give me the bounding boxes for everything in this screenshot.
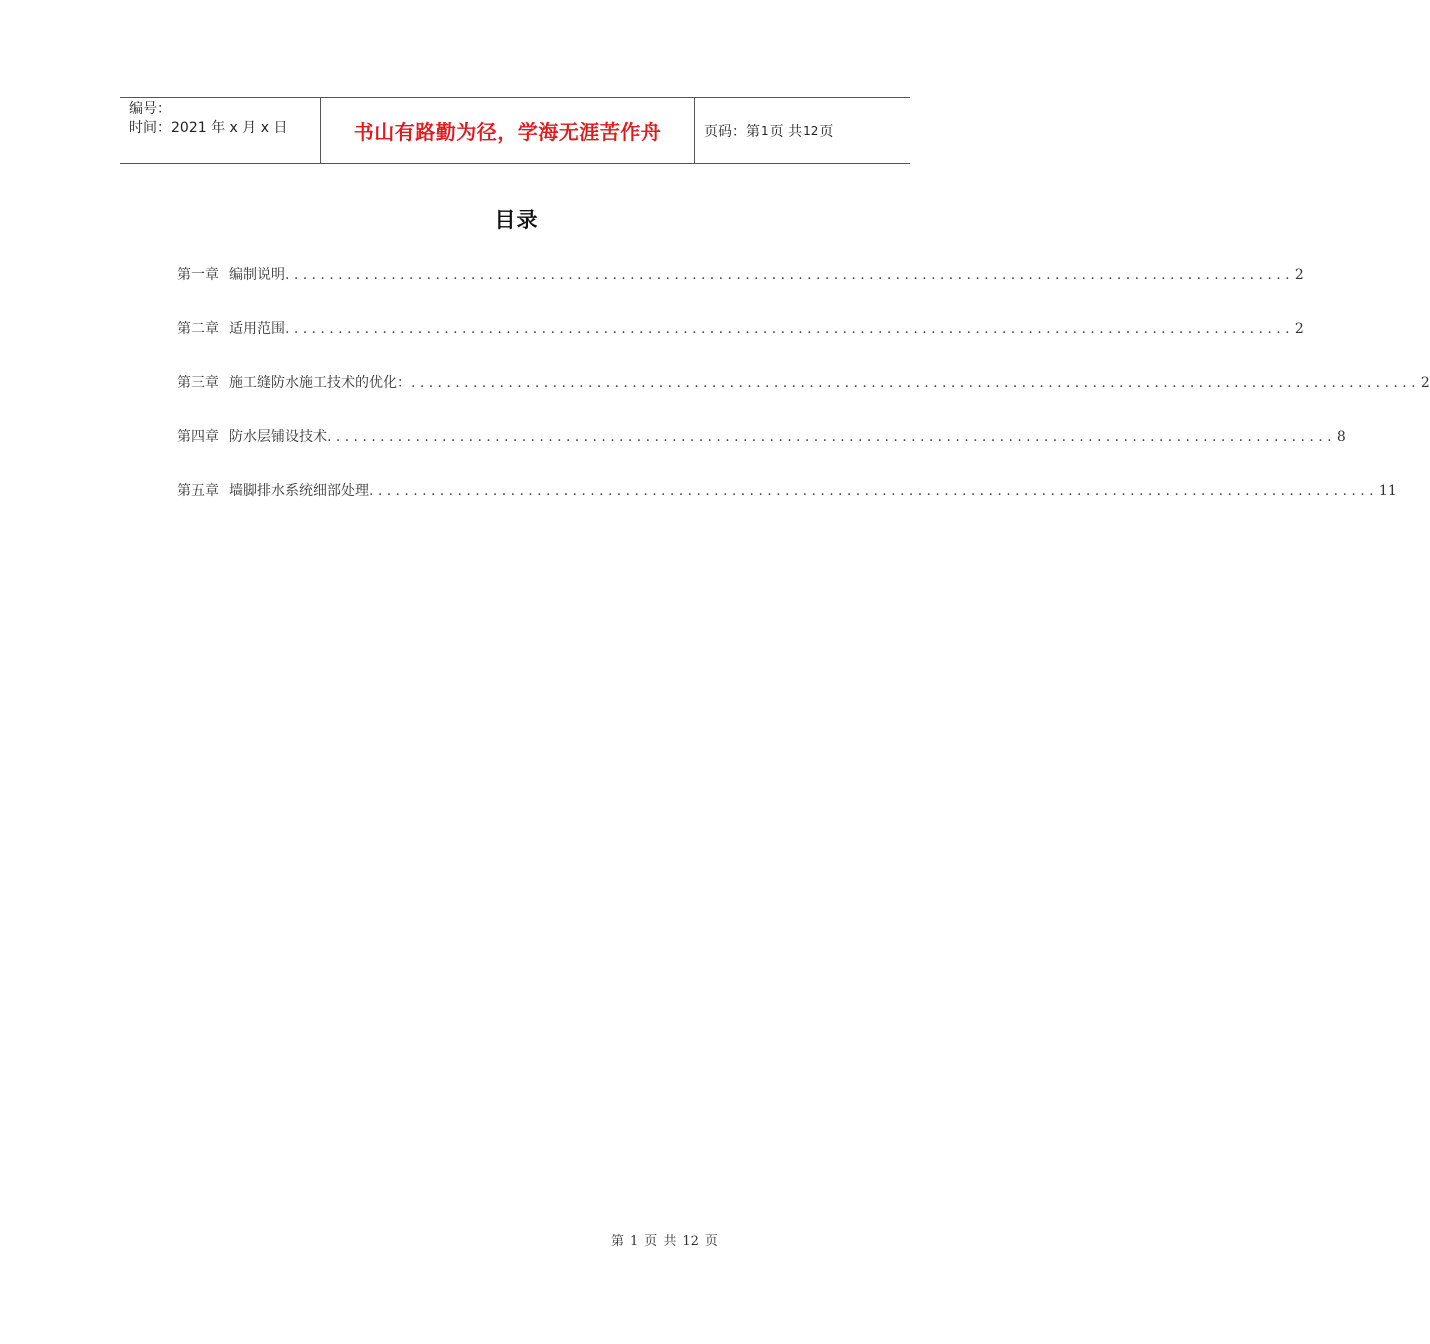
toc-page-number: 2 (1420, 375, 1430, 391)
time-label: 时间：2021 年 x 月 x 日 (129, 120, 288, 136)
table-of-contents (177, 264, 1430, 534)
toc-chapter: 第二章 (177, 321, 219, 337)
toc-leader-dots: .................................................................................................................. (327, 429, 1336, 445)
toc-page-number: 8 (1336, 429, 1346, 445)
footer-page-number: 1 (630, 1234, 639, 1249)
header-meta (120, 98, 321, 163)
toc-entry[interactable] (177, 480, 1397, 534)
toc-entry[interactable] (177, 426, 1346, 480)
toc-entry-name: 防水层铺设技术 (229, 429, 327, 445)
toc-title: 目录 (494, 208, 539, 232)
footer-word-gong: 共 (663, 1234, 677, 1249)
header-motto: 书山有路勤为径，学海无涯苦作舟 (321, 98, 695, 163)
toc-leader-dots: .................................................................................................................. (411, 375, 1420, 391)
footer-word-ye-end: 页 (704, 1234, 718, 1249)
page-number: 1 (761, 123, 769, 138)
toc-page-number: 2 (1294, 267, 1304, 283)
page-header (120, 97, 910, 164)
page-prefix: 页码：第 (704, 123, 760, 140)
toc-entry-name: 适用范围 (229, 321, 285, 337)
toc-page-number: 11 (1378, 483, 1397, 499)
footer-page-total: 12 (682, 1234, 699, 1249)
toc-chapter: 第四章 (177, 429, 219, 445)
toc-entry[interactable] (177, 318, 1304, 372)
toc-chapter: 第三章 (177, 375, 219, 391)
code-label: 编号： (129, 101, 171, 117)
toc-entry[interactable] (177, 372, 1430, 426)
page-suffix: 页 (819, 123, 834, 140)
toc-leader-dots: .................................................................................................................. (285, 267, 1294, 283)
toc-entry-name: 墙脚排水系统细部处理 (229, 483, 369, 499)
footer-word-ye: 页 (644, 1234, 658, 1249)
toc-entry[interactable] (177, 264, 1304, 318)
toc-leader-dots: .................................................................................................................. (285, 321, 1294, 337)
page-mid: 页 共 (769, 123, 803, 140)
toc-chapter: 第一章 (177, 267, 219, 283)
header-page-info (695, 98, 910, 163)
toc-leader-dots: .................................................................................................................. (369, 483, 1378, 499)
page-total: 12 (803, 123, 819, 138)
toc-page-number: 2 (1294, 321, 1304, 337)
page-footer (611, 1230, 724, 1249)
footer-word-di: 第 (611, 1234, 625, 1249)
toc-chapter: 第五章 (177, 483, 219, 499)
toc-entry-name: 编制说明 (229, 267, 285, 283)
toc-entry-name: 施工缝防水施工技术的优化： (229, 375, 411, 391)
